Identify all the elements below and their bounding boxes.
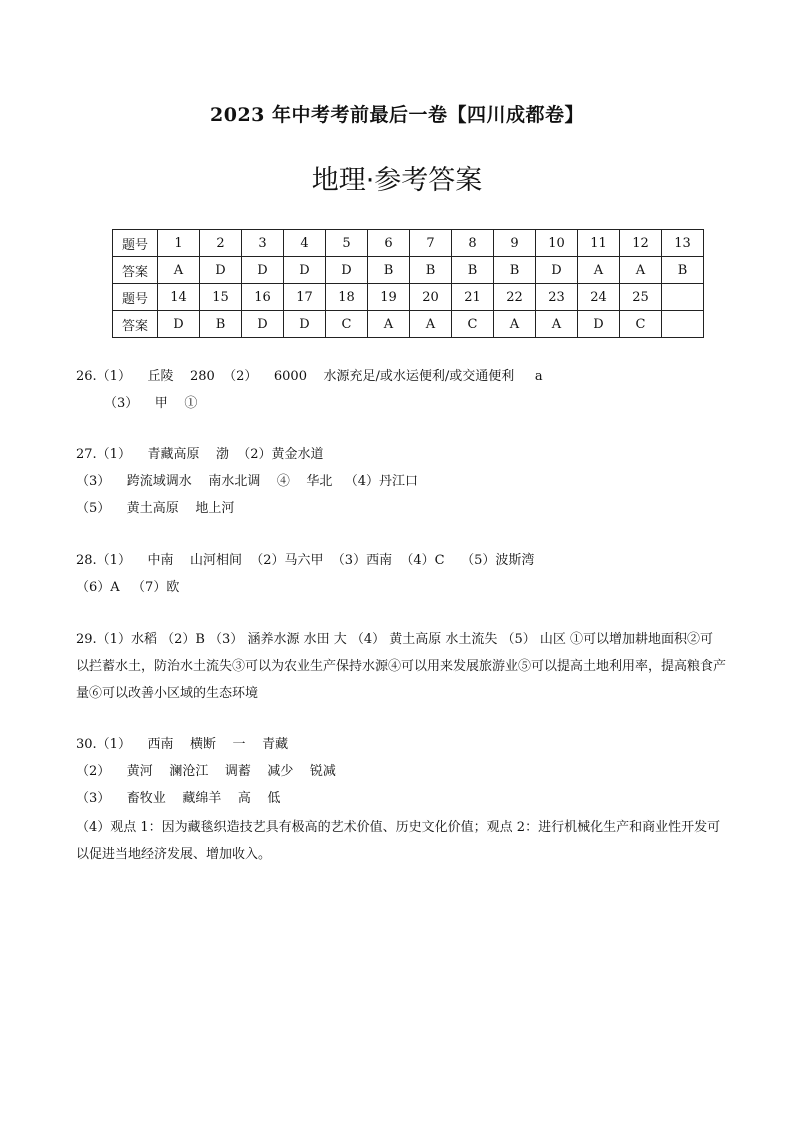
answer-table-cell (662, 284, 704, 311)
answer-table-cell: B (410, 257, 452, 284)
answer-table-cell: A (620, 257, 662, 284)
q27-line-3: （5） 黄土高原 地上河 (76, 501, 235, 516)
answer-table-cell: 4 (284, 230, 326, 257)
answer-table-cell: 16 (242, 284, 284, 311)
answer-table (112, 229, 704, 338)
answer-table-cell: B (494, 257, 536, 284)
answer-table-cell: B (200, 311, 242, 338)
answer-table-row (113, 257, 704, 284)
q28-line-2: （6）A （7）欧 (76, 580, 180, 595)
answer-table-cell: 13 (662, 230, 704, 257)
page-subtitle: 地理·参考答案 (311, 165, 483, 196)
answer-table-cell: 18 (326, 284, 368, 311)
answer-table-row (113, 284, 704, 311)
answer-table-row (113, 311, 704, 338)
answer-table-cell: B (452, 257, 494, 284)
answer-table-cell: 14 (158, 284, 200, 311)
answer-table-cell: 22 (494, 284, 536, 311)
answer-table-cell: D (158, 311, 200, 338)
answer-table-cell: 9 (494, 230, 536, 257)
q26-line-1: 26.（1） 丘陵 280 （2） 6000 水源充足/或水运便利/或交通便利 a (76, 369, 543, 384)
answer-table-cell: D (284, 311, 326, 338)
q30-line-3: （3） 畜牧业 藏绵羊 高 低 (76, 791, 281, 806)
answer-table-cell: 25 (620, 284, 662, 311)
answer-table-cell: 2 (200, 230, 242, 257)
answer-table-cell: 24 (578, 284, 620, 311)
q27-line-1: 27.（1） 青藏高原 渤 （2）黄金水道 (76, 447, 324, 462)
answer-table-row-header: 答案 (113, 257, 158, 284)
answer-table-cell: D (242, 311, 284, 338)
answer-table-cell: A (536, 311, 578, 338)
answer-table-cell: 17 (284, 284, 326, 311)
answer-table-cell: 1 (158, 230, 200, 257)
answer-table-cell: 10 (536, 230, 578, 257)
answer-table-cell: D (242, 257, 284, 284)
answer-table-cell: 19 (368, 284, 410, 311)
q28-line-1: 28.（1） 中南 山河相间 （2）马六甲 （3）西南 （4）C （5）波斯湾 (76, 553, 535, 568)
answer-table-row-header: 题号 (113, 230, 158, 257)
answer-table-cell: A (494, 311, 536, 338)
answer-table-cell: 7 (410, 230, 452, 257)
answer-table-cell: A (368, 311, 410, 338)
answer-table-cell: 6 (368, 230, 410, 257)
q26-line-2: （3） 甲 ① (104, 396, 198, 411)
answer-table-cell: B (662, 257, 704, 284)
answer-table-cell: A (578, 257, 620, 284)
q30-line-1: 30.（1） 西南 横断 一 青藏 (76, 737, 289, 752)
answer-table-cell: A (158, 257, 200, 284)
answer-table-cell: 12 (620, 230, 662, 257)
answer-table-cell: D (326, 257, 368, 284)
answer-table-cell: B (368, 257, 410, 284)
answer-table-cell: D (284, 257, 326, 284)
page-title: 2023 年中考考前最后一卷【四川成都卷】 (210, 104, 584, 126)
q30-paragraph: （4）观点 1：因为藏毯织造技艺具有极高的艺术价值、历史文化价值；观点 2：进行机械化生产和商业性开发可以促进当地经济发展、增加收入。 (76, 820, 721, 862)
answer-table-cell: 21 (452, 284, 494, 311)
answer-table-row (113, 230, 704, 257)
q29-paragraph: 29.（1）水稻 （2）B （3） 涵养水源 水田 大 （4） 黄土高原 水土流失 （5） 山区 ①可以增加耕地面积②可以拦蓄水土，防治水土流失③可以为农业生产保持水源④可以用来发展旅游业⑤可以提高土地利用率，提高粮食产量⑥可以改善小区域的生态环境 (76, 632, 727, 701)
answer-table-cell: C (620, 311, 662, 338)
answer-table-row-header: 答案 (113, 311, 158, 338)
q30-line-2: （2） 黄河 澜沧江 调蓄 减少 锐减 (76, 764, 336, 779)
answer-table-cell: C (326, 311, 368, 338)
answer-table-cell: 20 (410, 284, 452, 311)
answer-table-cell: D (578, 311, 620, 338)
answer-table-cell (662, 311, 704, 338)
answer-table-cell: 3 (242, 230, 284, 257)
answer-table-cell: 8 (452, 230, 494, 257)
answer-table-cell: 23 (536, 284, 578, 311)
answer-table-cell: C (452, 311, 494, 338)
answer-table-cell: D (200, 257, 242, 284)
answer-table-cell: 11 (578, 230, 620, 257)
answer-table-cell: 5 (326, 230, 368, 257)
answer-table-cell: D (536, 257, 578, 284)
answer-table-cell: 15 (200, 284, 242, 311)
q27-line-2: （3） 跨流域调水 南水北调 ④ 华北 （4）丹江口 (76, 474, 419, 489)
answer-table-row-header: 题号 (113, 284, 158, 311)
answer-table-cell: A (410, 311, 452, 338)
